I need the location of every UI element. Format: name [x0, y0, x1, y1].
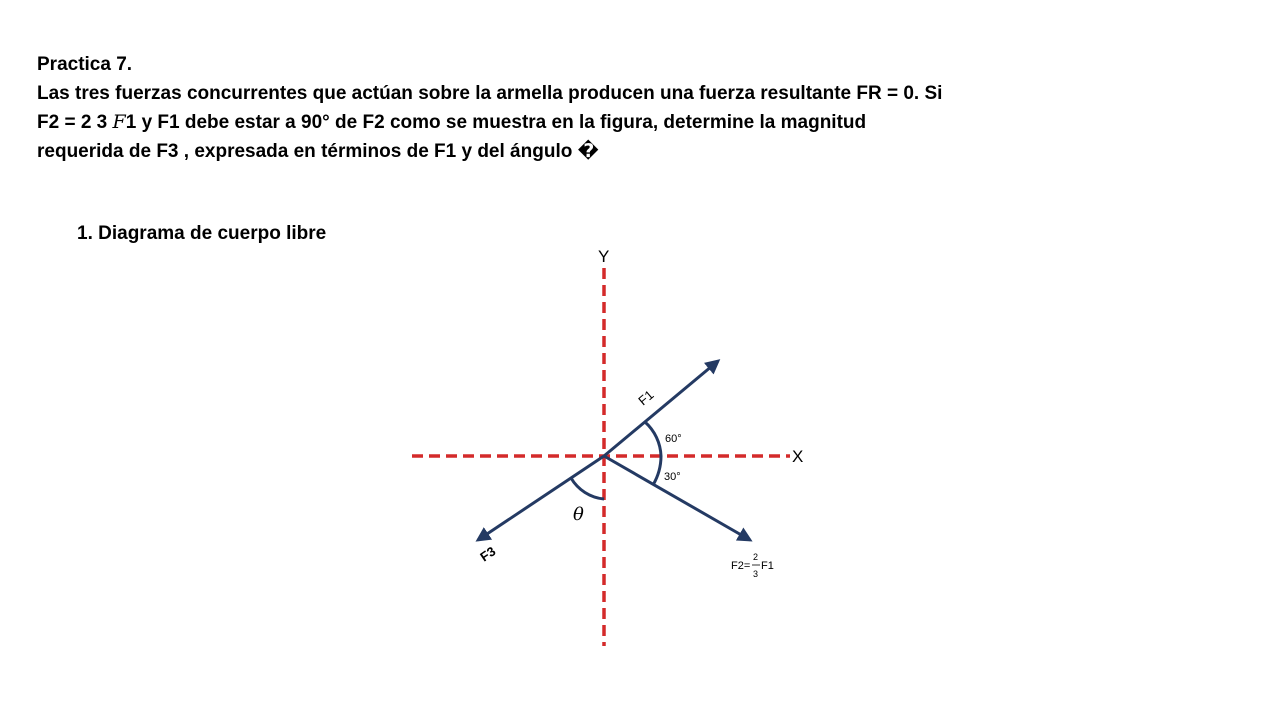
- math-variable-f: 𝐹: [112, 111, 126, 133]
- force-f1-vector: [604, 361, 718, 456]
- force-f2-label-suffix: F1: [761, 560, 774, 572]
- angle-arc-f2: [653, 456, 661, 485]
- force-f3-label: F3: [477, 543, 499, 565]
- angle-theta-label: θ: [573, 504, 584, 525]
- angle-60-label: 60°: [665, 433, 682, 445]
- angle-arc-f1: [645, 422, 661, 456]
- angle-30-label: 30°: [664, 471, 681, 483]
- problem-title: Practica 7.: [37, 54, 133, 75]
- problem-text-line-3: requerida de F3 , expresada en términos de F1 y del ángulo �: [37, 140, 599, 162]
- force-f2-fraction-denominator: 3: [753, 569, 759, 579]
- force-f2-label-prefix: F2=: [731, 560, 751, 572]
- angle-arc-f3: [571, 478, 604, 499]
- problem-text-line-2-start: F2 = 2 3: [37, 112, 113, 133]
- problem-text-line-2-end: 1 y F1 debe estar a 90° de F2 como se muestra en la figura, determine la magnitud: [125, 112, 867, 133]
- axis-x-label: X: [792, 447, 804, 466]
- force-f2-fraction-numerator: 2: [753, 552, 759, 562]
- force-f3-vector: [478, 456, 604, 540]
- problem-text-line-1: Las tres fuerzas concurrentes que actúan sobre la armella producen una fuerza resultante FR = 0. Si: [37, 82, 943, 104]
- force-f1-label: F1: [635, 387, 657, 409]
- axis-y-label: Y: [598, 247, 610, 266]
- section-heading: 1. Diagrama de cuerpo libre: [77, 223, 327, 244]
- force-f2-vector: [604, 456, 750, 540]
- force-f2-label: [731, 552, 774, 579]
